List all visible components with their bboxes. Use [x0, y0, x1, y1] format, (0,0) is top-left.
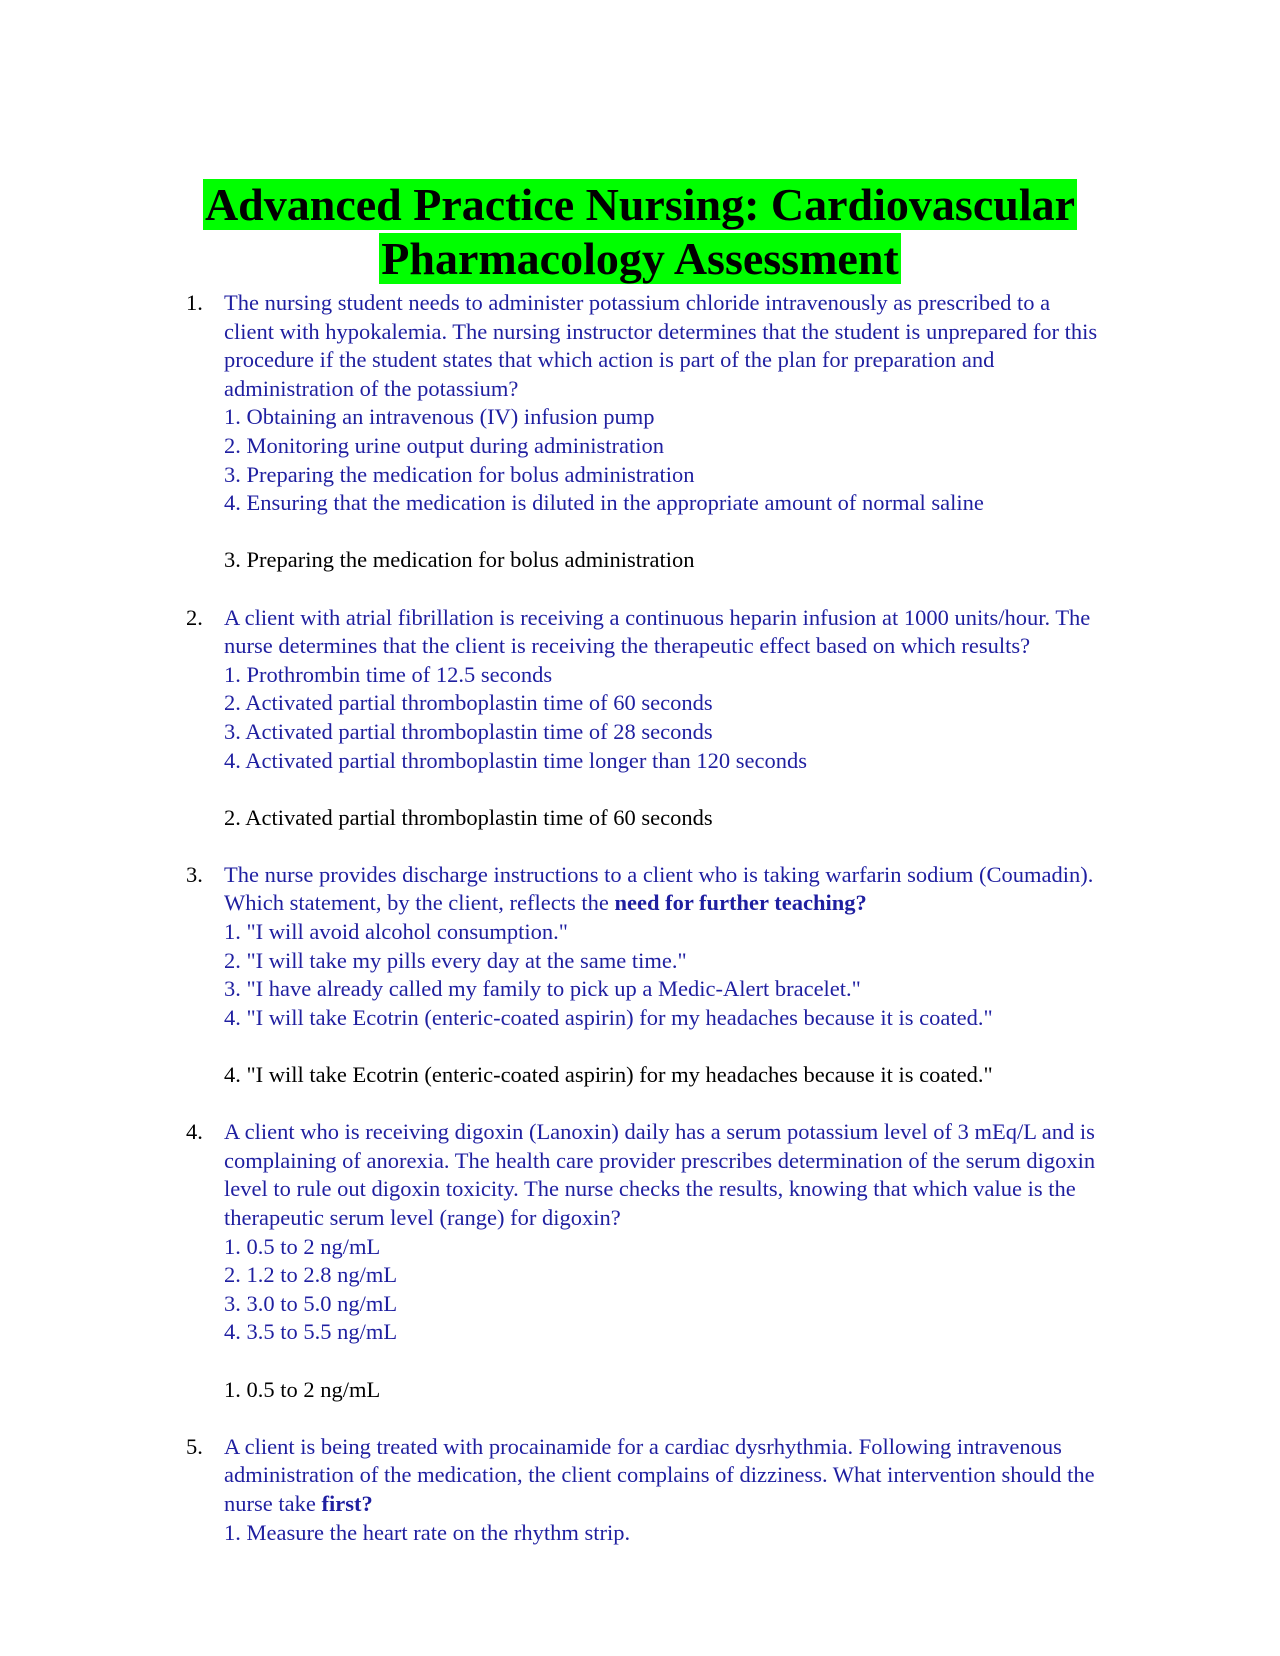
question-stem: A client with atrial fibrillation is receiving a continuous heparin infusion at 1000 units/hour. The nurse determines that the client is receiving the therapeutic effect based on which results?: [224, 604, 1091, 659]
question-number: 3.: [186, 861, 203, 887]
answer-option: 3. Preparing the medication for bolus administration: [224, 461, 695, 487]
answer-option: 4. 3.5 to 5.5 ng/mL: [224, 1319, 398, 1345]
answer-option: 4. Ensuring that the medication is diluted in the appropriate amount of normal saline: [224, 490, 984, 516]
correct-answer: 1. 0.5 to 2 ng/mL: [224, 1376, 381, 1402]
question-stem: [224, 861, 1104, 918]
answer-option: 3. 3.0 to 5.0 ng/mL: [224, 1290, 398, 1316]
answer-option: 1. Prothrombin time of 12.5 seconds: [224, 661, 553, 687]
stem-emphasis: first?: [321, 1490, 373, 1516]
question-body: [224, 1118, 1104, 1404]
question-body: [224, 604, 1104, 833]
correct-answer: 2. Activated partial thromboplastin time of 60 seconds: [224, 804, 713, 830]
correct-answer: 3. Preparing the medication for bolus administration: [224, 547, 695, 573]
question-stem: [224, 1433, 1104, 1519]
question-body: [224, 289, 1104, 575]
stem-text: The nurse provides discharge instructions to a client who is taking warfarin sodium (Coumadin). Which statement, by the client, reflects the: [224, 861, 1094, 916]
answer-option: 4. Activated partial thromboplastin time longer than 120 seconds: [224, 747, 808, 773]
question-2: [0, 604, 1280, 833]
question-4: [0, 1118, 1280, 1404]
question-5: [0, 1433, 1280, 1547]
answer-option: 1. Obtaining an intravenous (IV) infusion pump: [224, 404, 655, 430]
answer-option: 1. "I will avoid alcohol consumption.": [224, 919, 568, 945]
answer-option: 2. Monitoring urine output during administration: [224, 432, 664, 458]
correct-answer: 4. "I will take Ecotrin (enteric-coated aspirin) for my headaches because it is coated.": [224, 1062, 993, 1088]
answer-option: 4. "I will take Ecotrin (enteric-coated aspirin) for my headaches because it is coated.": [224, 1004, 993, 1030]
answer-option: 2. 1.2 to 2.8 ng/mL: [224, 1262, 398, 1288]
question-body: [224, 1433, 1104, 1547]
question-list: [0, 289, 1280, 1547]
stem-text: A client is being treated with procainamide for a cardiac dysrhythmia. Following intravenous administration of the medication, the client complains of dizziness. What intervention should the nurse take: [224, 1433, 1095, 1516]
question-number: 1.: [186, 290, 203, 315]
answer-option: 1. Measure the heart rate on the rhythm strip.: [224, 1519, 631, 1545]
page-title: [0, 178, 1280, 286]
question-number: 2.: [186, 604, 203, 630]
question-3: [0, 861, 1280, 1090]
answer-option: 2. "I will take my pills every day at the same time.": [224, 947, 687, 973]
question-number: 5.: [186, 1433, 203, 1459]
stem-emphasis: need for further teaching?: [614, 890, 867, 916]
question-stem: The nursing student needs to administer potassium chloride intravenously as prescribed to a client with hypokalemia. The nursing instructor determines that the student is unprepared for this procedure if the student states that which action is part of the plan for preparation and administration of the potassium?: [224, 290, 1098, 401]
question-1: [0, 289, 1280, 575]
title-line-1: Advanced Practice Nursing: Cardiovascular: [204, 179, 1076, 230]
question-stem: A client who is receiving digoxin (Lanoxin) daily has a serum potassium level of 3 mEq/L and is complaining of anorexia. The health care provider prescribes determination of the serum digoxin level to rule out digoxin toxicity. The nurse checks the results, knowing that which value is the therapeutic serum level (range) for digoxin?: [224, 1119, 1096, 1230]
title-line-2: Pharmacology Assessment: [381, 233, 899, 284]
answer-option: 3. Activated partial thromboplastin time of 28 seconds: [224, 718, 713, 744]
question-number: 4.: [186, 1119, 203, 1145]
answer-option: 2. Activated partial thromboplastin time of 60 seconds: [224, 690, 713, 716]
answer-option: 1. 0.5 to 2 ng/mL: [224, 1233, 381, 1259]
question-body: [224, 861, 1104, 1090]
answer-option: 3. "I have already called my family to pick up a Medic-Alert bracelet.": [224, 976, 861, 1002]
